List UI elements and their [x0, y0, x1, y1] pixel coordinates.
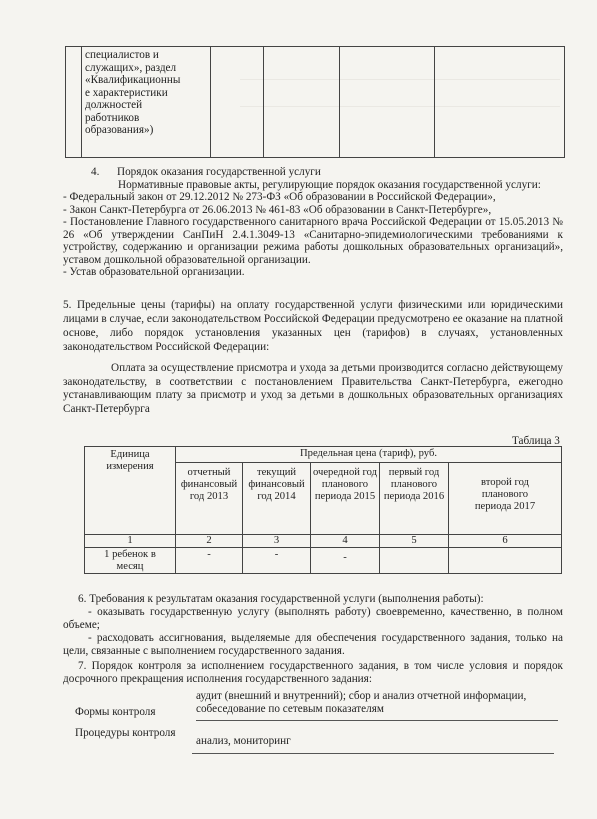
column-number: 3 — [243, 535, 311, 548]
forms-underline — [196, 720, 558, 721]
procedures-underline — [192, 753, 554, 754]
price-header: Предельная цена (тариф), руб. — [176, 447, 562, 463]
top-line: «Квалификационны — [85, 74, 181, 87]
section4-items — [63, 191, 563, 279]
section6-heading: 6. Требования к результатам оказания государственной услуги (выполнения работы): — [78, 593, 484, 605]
section4-number: 4. — [91, 166, 100, 178]
column-header: первый год планового периода 2016 — [380, 463, 449, 535]
section4-intro: Нормативные правовые акты, регулирующие порядок оказания государственной услуги: — [118, 179, 541, 191]
top-line: служащих», раздел — [85, 61, 177, 74]
top-line: работников — [85, 111, 140, 124]
section4-item: - Устав образовательной организации. — [63, 266, 245, 279]
top-line: специалистов и — [85, 49, 159, 61]
row-value — [380, 548, 449, 574]
forms-value: аудит (внешний и внутренний); сбор и анализ отчетной информации, собеседование по сетевым показателям — [196, 690, 527, 715]
section4-heading: Порядок оказания государственной услуги — [116, 166, 321, 178]
column-number: 5 — [380, 535, 449, 548]
row-value: - — [176, 548, 243, 574]
column-number: 4 — [311, 535, 380, 548]
section4-item: - Федеральный закон от 29.12.2012 № 273-ФЗ «Об образовании в Российской Федерации», — [63, 191, 496, 203]
top-line: образования») — [85, 124, 154, 137]
section7-text: 7. Порядок контроля за исполнением государственного задания, в том числе условия и порядок досрочного прекращения исполнения государственного задания: — [63, 660, 563, 686]
row-unit: 1 ребенок в месяц — [85, 548, 176, 574]
section4-item: - Постановление Главного государственного санитарного врача Российской Федерации от 15.05.2013 № 26 «Об утверждении СанПиН 2.4.1.3049-13 «Санитарно-эпидемиологическими требованиями к устройству, содержанию и организации режима работы дошкольных образовательных организаций», уставом дошкольной образовательной организации. — [63, 216, 563, 266]
column-number: 6 — [449, 535, 562, 548]
top-line: должностей — [85, 99, 143, 112]
section6-item1: - оказывать государственную услугу (выполнять работу) своевременно, качественно, в полном объеме; — [63, 606, 563, 632]
section5-payment: Оплата за осуществление присмотра и ухода за детьми производится согласно действующему законодательству, в соответствии с постановлением Правительства Санкт-Петербурга, ежегодно устанавливающим плату за присмотр и уход за детьми в дошкольных образовательных организациях Санкт-Петербурга — [63, 362, 563, 415]
column-header: второй год планового периода 2017 — [449, 463, 562, 535]
column-header: текущий финансовый год 2014 — [243, 463, 311, 535]
section4-heading-row — [91, 166, 321, 179]
row-value: - — [311, 548, 380, 574]
column-number: 2 — [176, 535, 243, 548]
column-number: 1 — [85, 535, 176, 548]
table3-caption: Таблица 3 — [512, 435, 560, 447]
row-value: - — [243, 548, 311, 574]
unit-header: Единица измерения — [106, 449, 154, 472]
procedures-label: Процедуры контроля — [75, 727, 176, 739]
table-row — [85, 548, 562, 574]
top-line: е характеристики — [85, 86, 168, 99]
section5-text: 5. Предельные цены (тарифы) на оплату государственной услуги физическими или юридическими лицами в случае, если законодательством Российской Федерации предусмотрено ее оказание на платной основе, либо порядок установления указанных цен (тарифов) в случаях, установленных законодательством Российской Федерации: — [63, 299, 563, 353]
procedures-value: анализ, мониторинг — [196, 735, 291, 747]
unit-header-cell — [85, 447, 176, 535]
section6-item2: - расходовать ассигнования, выделяемые для обеспечения государственного задания, только на цели, связанные с выполнением государственного задания. — [63, 632, 563, 658]
top-table-fragment — [65, 46, 565, 158]
section4-item: - Закон Санкт-Петербурга от 26.06.2013 № 461-83 «Об образовании в Санкт-Петербурге», — [63, 203, 492, 216]
column-header: очередной год планового периода 2015 — [311, 463, 380, 535]
forms-label: Формы контроля — [75, 706, 156, 718]
column-header: отчетный финансовый год 2013 — [176, 463, 243, 535]
tariff-table — [84, 446, 562, 574]
top-table-cell — [82, 47, 211, 158]
row-value — [449, 548, 562, 574]
